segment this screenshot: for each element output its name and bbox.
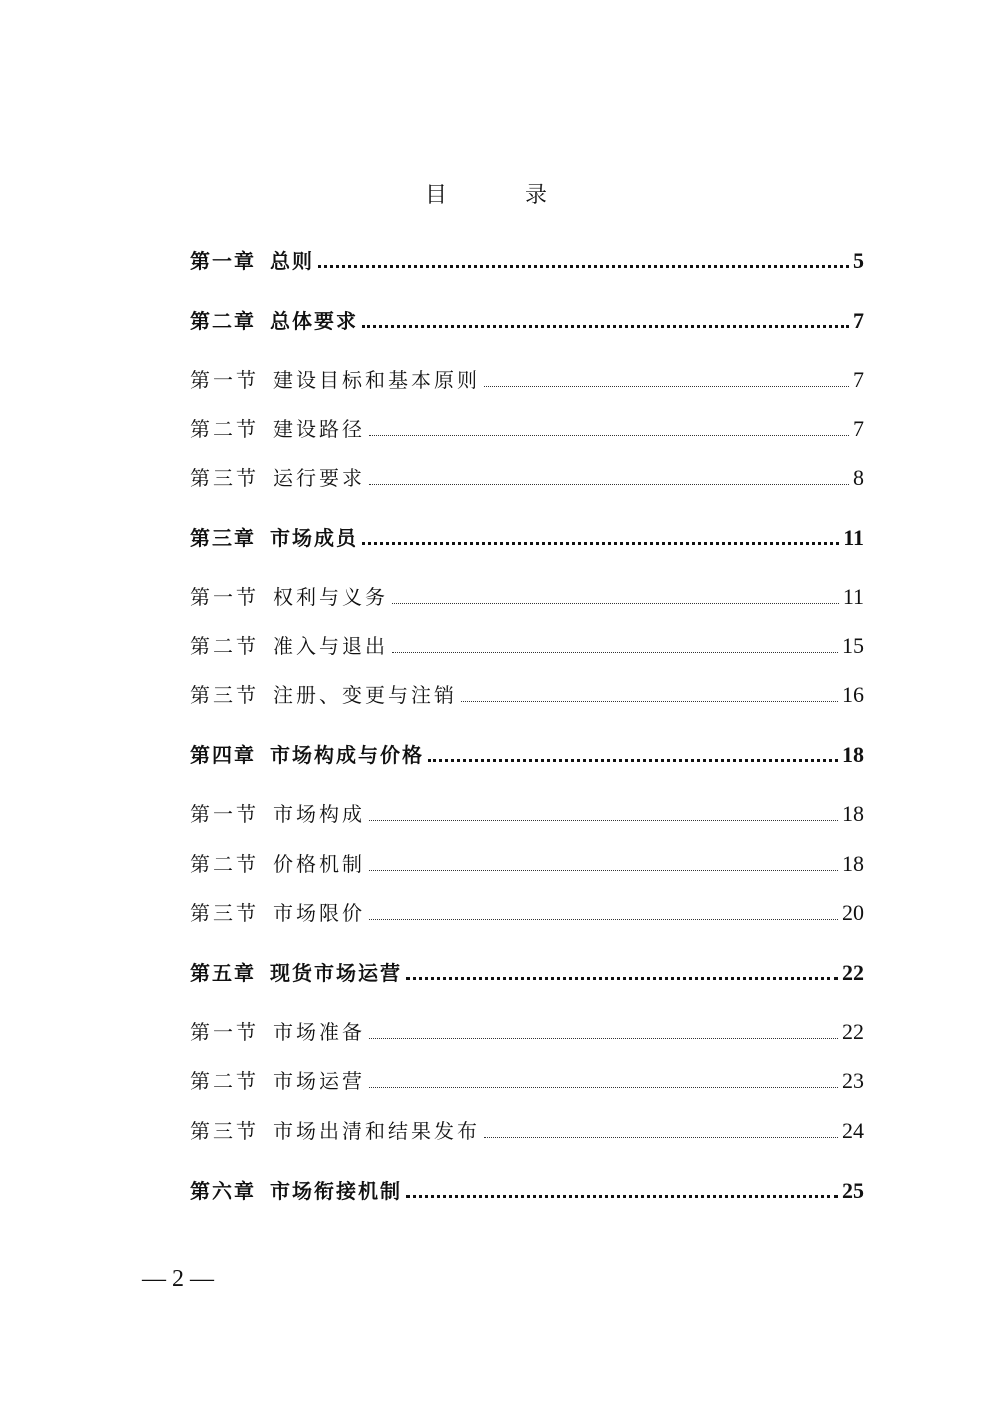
toc-entry-title: 运行要求 [273,466,365,490]
dot-leader [369,1087,838,1088]
toc-entry-number: 第一节 [190,585,259,609]
toc-entry-page: 18 [842,742,864,767]
toc-entry-number: 第二节 [190,1069,259,1093]
toc-entry-title: 注册、变更与注销 [273,683,457,707]
toc-entry-section[interactable] [190,408,864,442]
toc-entry-title: 市场构成 [273,802,365,826]
toc-entry-page: 5 [853,248,864,273]
dot-leader [369,919,838,920]
toc-entry-number: 第三节 [190,1119,259,1143]
toc-entry-page: 23 [842,1068,864,1093]
toc-entry-section[interactable] [190,674,864,708]
page-number-footer: — 2 — [142,1266,214,1292]
toc-entry-number: 第三节 [190,466,259,490]
toc-entry-title: 市场衔接机制 [270,1179,402,1203]
dot-leader [406,977,838,980]
toc-entry-section[interactable] [190,892,864,926]
dot-leader [369,484,849,485]
dot-leader [362,542,839,545]
toc-entry-chapter-3[interactable] [190,517,864,551]
toc-entry-page: 7 [853,308,864,333]
toc-entry-chapter-5[interactable] [190,952,864,986]
toc-entry-page: 22 [842,960,864,985]
toc-entry-number: 第五章 [190,961,256,985]
toc-entry-title: 市场成员 [270,526,358,550]
toc-entry-title: 总体要求 [270,309,358,333]
toc-entry-title: 建设目标和基本原则 [273,368,480,392]
dot-leader [461,701,838,702]
toc-entry-page: 24 [842,1118,864,1143]
toc-entry-title: 价格机制 [273,852,365,876]
toc-entry-page: 7 [853,416,864,441]
dot-leader [362,325,849,328]
toc-entry-section[interactable] [190,1060,864,1094]
toc-entry-page: 7 [853,367,864,392]
toc-entry-page: 16 [842,682,864,707]
toc-entry-section[interactable] [190,576,864,610]
toc-entry-title: 总则 [270,249,314,273]
toc-entry-number: 第三节 [190,901,259,925]
toc-entry-title: 建设路径 [273,417,365,441]
dot-leader [484,1137,838,1138]
toc-entry-title: 市场运营 [273,1069,365,1093]
dot-leader [406,1195,838,1198]
toc-entry-chapter-1[interactable] [190,240,864,274]
dot-leader [369,1038,838,1039]
toc-entry-chapter-4[interactable] [190,734,864,768]
toc-entry-section[interactable] [190,843,864,877]
dot-leader [428,759,838,762]
toc-entry-page: 15 [842,633,864,658]
toc-entry-page: 18 [842,801,864,826]
toc-entry-number: 第二节 [190,417,259,441]
toc-entry-section[interactable] [190,359,864,393]
toc-entry-title: 现货市场运营 [270,961,402,985]
toc-entry-number: 第二节 [190,852,259,876]
toc-entry-title: 权利与义务 [273,585,388,609]
toc-entry-section[interactable] [190,793,864,827]
dot-leader [369,435,849,436]
toc-entry-title: 市场构成与价格 [270,743,424,767]
toc-entry-section[interactable] [190,625,864,659]
toc-entry-page: 25 [842,1178,864,1203]
toc-entry-number: 第四章 [190,743,256,767]
table-of-contents [190,0,864,1414]
toc-entry-title: 市场准备 [273,1020,365,1044]
toc-entry-number: 第三节 [190,683,259,707]
toc-entry-section[interactable] [190,457,864,491]
toc-entry-page: 11 [843,525,864,550]
toc-entry-number: 第一节 [190,1020,259,1044]
toc-entry-number: 第二节 [190,634,259,658]
toc-entry-page: 11 [842,584,864,609]
toc-entry-title: 市场限价 [273,901,365,925]
dot-leader [392,603,839,604]
toc-entry-section[interactable] [190,1011,864,1045]
dot-leader [392,652,838,653]
toc-entry-title: 市场出清和结果发布 [273,1119,480,1143]
toc-entry-section[interactable] [190,1110,864,1144]
toc-entry-page: 20 [842,900,864,925]
dot-leader [484,386,849,387]
page-title: 目 录 [424,183,575,208]
toc-entry-number: 第二章 [190,309,256,333]
toc-entry-number: 第三章 [190,526,256,550]
toc-entry-number: 第一章 [190,249,256,273]
toc-entry-page: 18 [842,851,864,876]
toc-entry-page: 8 [853,465,864,490]
toc-entry-number: 第一节 [190,802,259,826]
toc-entry-page: 22 [842,1019,864,1044]
dot-leader [318,265,849,268]
toc-entry-chapter-6[interactable] [190,1170,864,1204]
dot-leader [369,820,838,821]
toc-entry-title: 准入与退出 [273,634,388,658]
dot-leader [369,870,838,871]
toc-entry-chapter-2[interactable] [190,300,864,334]
toc-entry-number: 第六章 [190,1179,256,1203]
toc-entry-number: 第一节 [190,368,259,392]
